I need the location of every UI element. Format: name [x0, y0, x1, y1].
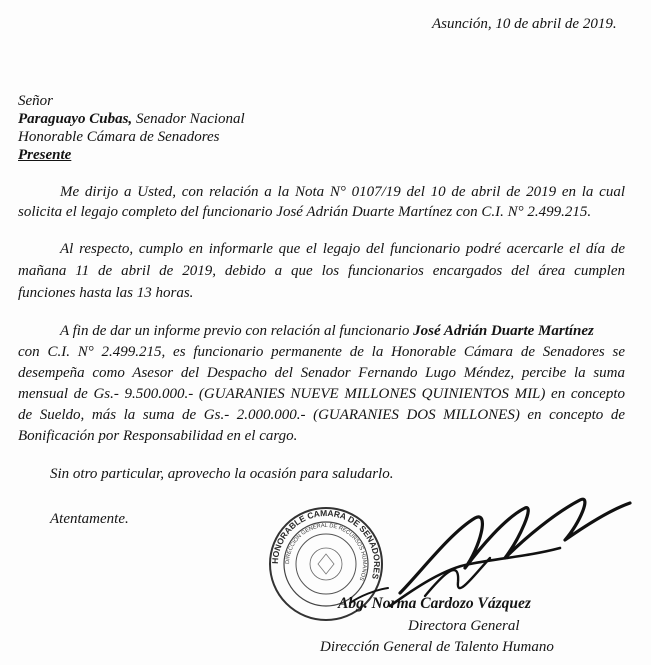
paragraph-2-line-3: funciones hasta las 13 horas. — [18, 285, 194, 301]
paragraph-3-line-4: mensual de Gs.- 9.500.000.- (GUARANIES NUEVE MILLONES QUINIENTOS MIL) en concepto — [18, 386, 625, 402]
signer-name: Abg. Norma Cardozo Vázquez — [338, 595, 531, 612]
employee-name: José Adrián Duarte Martínez — [413, 323, 594, 339]
paragraph-2-line-1: Al respecto, cumplo en informarle que el legajo del funcionario podré acercarle el día de — [60, 241, 625, 257]
paragraph-3-line-5: de Sueldo, más la suma de Gs.- 2.000.000.- (GUARANIES DOS MILLONES) en concepto de — [18, 407, 625, 423]
paragraph-3-line-1 — [60, 322, 594, 340]
seal-outer-text: HONORABLE CAMARA DE SENADORES — [269, 507, 383, 581]
paragraph-2-line-2: mañana 11 de abril de 2019, debido a que los funcionarios encargados del área cumplen — [18, 263, 625, 279]
paragraph-3-line-3: desempeña como Asesor del Despacho del Senador Fernando Lugo Méndez, percibe la suma — [18, 365, 625, 381]
letter-date: Asunción, 10 de abril de 2019. — [432, 16, 617, 32]
paragraph-1-line-2: solicita el legajo completo del funcionario José Adrián Duarte Martínez con C.I. N° 2.499.215. — [18, 204, 592, 220]
closing-line: Sin otro particular, aprovecho la ocasión para saludarlo. — [50, 466, 394, 482]
paragraph-3-intro: A fin de dar un informe previo con relación al funcionario — [60, 323, 414, 339]
signer-department: Dirección General de Talento Humano — [320, 639, 554, 655]
paragraph-1-line-1: Me dirijo a Usted, con relación a la Nota N° 0107/19 del 10 de abril de 2019 en la cual — [60, 184, 625, 200]
recipient-name: Paraguayo Cubas, — [18, 111, 133, 127]
recipient-org: Honorable Cámara de Senadores — [18, 129, 220, 145]
salutation: Señor — [18, 93, 53, 109]
presente-label: Presente — [18, 147, 72, 163]
paragraph-3-line-2: con C.I. N° 2.499.215, es funcionario permanente de la Honorable Cámara de Senadores se — [18, 344, 625, 360]
recipient-line — [18, 110, 245, 128]
closing-greeting: Atentamente. — [50, 511, 129, 527]
recipient-title: Senador Nacional — [132, 111, 245, 127]
signer-title: Directora General — [408, 618, 520, 634]
paragraph-3-line-6: Bonificación por Responsabilidad en el cargo. — [18, 428, 298, 444]
seal-inner-text: DIRECCION GENERAL DE RECURSOS HUMANOS — [284, 522, 368, 582]
